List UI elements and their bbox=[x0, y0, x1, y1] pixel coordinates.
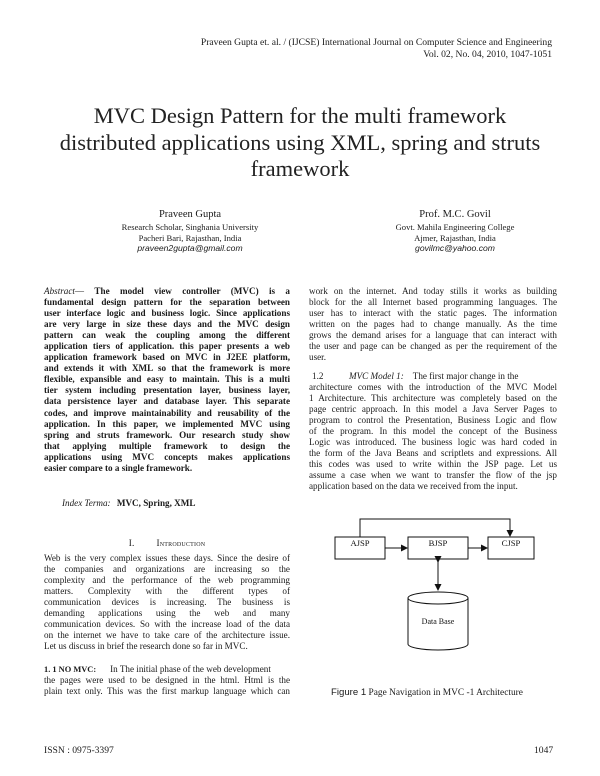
author-affiliation: Govt. Mahila Engineering College bbox=[395, 222, 515, 232]
text-line: 1 Architecture. This architecture was completely based on the bbox=[309, 393, 557, 404]
abstract-line: flexible, expansible and easy to maintain. This is a multi bbox=[44, 374, 290, 385]
label-bjsp: BJSP bbox=[428, 538, 448, 548]
abstract-line: applications using MVC concepts makes applications bbox=[44, 451, 290, 462]
paper-title bbox=[30, 103, 570, 183]
text-line: communication devices. So with the increase load of the data bbox=[44, 619, 290, 630]
section-number: I. bbox=[128, 538, 135, 548]
label-ajsp: AJSP bbox=[350, 538, 370, 548]
text-line: written on the pages had to change manually. As the time bbox=[309, 319, 557, 330]
text-line: the pages were used to be designed in the html. Html is the bbox=[44, 675, 290, 686]
abstract-line: user interface logic and business logic. Since applications bbox=[44, 308, 290, 319]
text-line: user. bbox=[309, 352, 326, 363]
section-title: Introduction bbox=[156, 538, 206, 548]
author-email[interactable]: govilmc@yahoo.com bbox=[415, 243, 495, 254]
text-line: the user and page can be changed as per the requirement of the bbox=[309, 341, 557, 352]
text-line: matters. Complexity with the different types of bbox=[44, 586, 290, 597]
abstract-line: codes, and improve maintainability and reusability of the bbox=[44, 407, 290, 418]
text-line: communication devices is increasing. The business is bbox=[44, 597, 290, 608]
author-affiliation: Research Scholar, Singhania University bbox=[121, 222, 259, 232]
text-line: complexity and the performance of the web programming bbox=[44, 575, 290, 586]
abstract-line: tier system including presentation layer, business layer, bbox=[44, 385, 290, 396]
text-line: Let us discuss in brief the research done so far in MVC. bbox=[44, 641, 248, 652]
title-line-3: framework bbox=[250, 156, 350, 181]
right-paragraph-1 bbox=[309, 286, 557, 363]
text-line: this codes was used to write within the JSP page. Let us bbox=[309, 459, 557, 470]
author-block-2 bbox=[355, 208, 555, 254]
caption-label: Figure 1 bbox=[331, 687, 367, 698]
subsection-label: MVC Model 1: bbox=[349, 371, 404, 381]
abstract-line: data persistence layer and database layer. This separate bbox=[44, 396, 290, 407]
author-affiliation: Ajmer, Rajasthan, India bbox=[414, 232, 496, 243]
abstract-dash: — bbox=[74, 286, 95, 296]
text-line: work on the internet. And today stills it works as building bbox=[309, 286, 557, 296]
running-header bbox=[201, 37, 552, 61]
abstract-line: fundamental design pattern for the separation between bbox=[44, 297, 290, 308]
intro-paragraph bbox=[44, 553, 290, 652]
text-line: program to control the Presentation, Business Logic and flow bbox=[309, 415, 557, 426]
right-paragraph-2 bbox=[309, 371, 557, 493]
abstract-line: easier compare to a single framework. bbox=[44, 462, 193, 473]
text-line: 1.2 MVC Model 1: The first major change in the bbox=[309, 371, 557, 382]
text-line: Logic was introduced. The business logic was hard coded in bbox=[309, 437, 557, 448]
text-line: the form of the Java Beans and scriptlets and expressions. All bbox=[309, 448, 557, 459]
text-line: assume a case when we want to transfer the flow of the jsp bbox=[309, 470, 557, 481]
abstract-line: are very large in size these days and the MVC design bbox=[44, 319, 290, 330]
figure-1 bbox=[330, 510, 560, 670]
text-line: the companies and organizations are increasing so the bbox=[44, 564, 290, 575]
author-name: Prof. M.C. Govil bbox=[419, 209, 491, 220]
figure-caption bbox=[331, 687, 561, 698]
abstract-line: pattern can weak the coupling among the different bbox=[44, 330, 290, 341]
text-line: demanding applications using the web and many bbox=[44, 608, 290, 619]
author-affiliation: Pacheri Bari, Rajasthan, India bbox=[138, 232, 242, 243]
text-line: page centric approach. In this model a Java Server Pages to bbox=[309, 404, 557, 415]
text-line: block for the all Internet based programming languages. The bbox=[309, 297, 557, 308]
text-line: of the program. In this model the concept of the Business bbox=[309, 426, 557, 437]
abstract-line: application framework based on MVC in J2EE platform, bbox=[44, 352, 290, 363]
text-line: grows the demand arises for a language that can interact with bbox=[309, 330, 557, 341]
abstract-label: Abstract bbox=[44, 286, 75, 296]
title-line-1: MVC Design Pattern for the multi framework bbox=[93, 103, 507, 128]
section-heading bbox=[44, 538, 290, 548]
subsection-number: 1.2 bbox=[312, 371, 324, 381]
mvc-diagram bbox=[330, 510, 560, 670]
text-line: Web is the very complex issues these days. Since the desire of bbox=[44, 553, 290, 563]
abstract bbox=[44, 286, 290, 474]
abstract-line: spring and struts framework. Our research study show bbox=[44, 429, 290, 440]
index-terms bbox=[62, 498, 290, 509]
subsection-label: 1. 1 NO MVC: bbox=[44, 665, 97, 674]
header-volume: Vol. 02, No. 04, 2010, 1047-1051 bbox=[423, 49, 552, 60]
text-line: plain text only. This was the first markup language which can bbox=[44, 686, 290, 697]
subsection-no-mvc bbox=[44, 664, 290, 697]
footer-issn: ISSN : 0975-3397 bbox=[44, 745, 114, 756]
title-line-2: distributed applications using XML, spring and struts bbox=[59, 129, 541, 155]
text-line: user has to interact with the static pages. The information bbox=[309, 308, 557, 319]
index-terms-value: MVC, Spring, XML bbox=[116, 498, 196, 508]
abstract-first-line bbox=[44, 286, 290, 297]
label-database: Data Base bbox=[421, 617, 455, 626]
label-cjsp: CJSP bbox=[501, 538, 521, 548]
author-block-1 bbox=[95, 208, 285, 254]
abstract-line: that applying multiple framework to design the bbox=[44, 440, 290, 451]
index-terms-label: Index Terma: bbox=[62, 498, 111, 508]
footer-page-number: 1047 bbox=[534, 745, 554, 756]
author-name: Praveen Gupta bbox=[158, 209, 222, 220]
abstract-line: application. In this paper, we implemented MVC using bbox=[44, 418, 290, 429]
author-email[interactable]: praveen2gupta@gmail.com bbox=[137, 243, 243, 254]
caption-text: Page Navigation in MVC -1 Architecture bbox=[368, 688, 523, 698]
text-line: architecture comes with the introduction of the MVC Model bbox=[309, 382, 557, 393]
text-line: application based on the data we received from the input. bbox=[309, 481, 518, 492]
text-line: 1. 1 NO MVC: In The initial phase of the web development bbox=[44, 664, 271, 674]
abstract-line: and extends it with XML so that the framework is more bbox=[44, 363, 290, 374]
header-journal: Praveen Gupta et. al. / (IJCSE) International Journal on Computer Science and Engineering bbox=[200, 37, 552, 48]
abstract-line: application tiers of application. this paper presents a web bbox=[44, 341, 290, 352]
abstract-line: The model view controller (MVC) is a bbox=[94, 286, 290, 296]
text-line: on the internet we have to take care of the architecture issue. bbox=[44, 630, 290, 641]
